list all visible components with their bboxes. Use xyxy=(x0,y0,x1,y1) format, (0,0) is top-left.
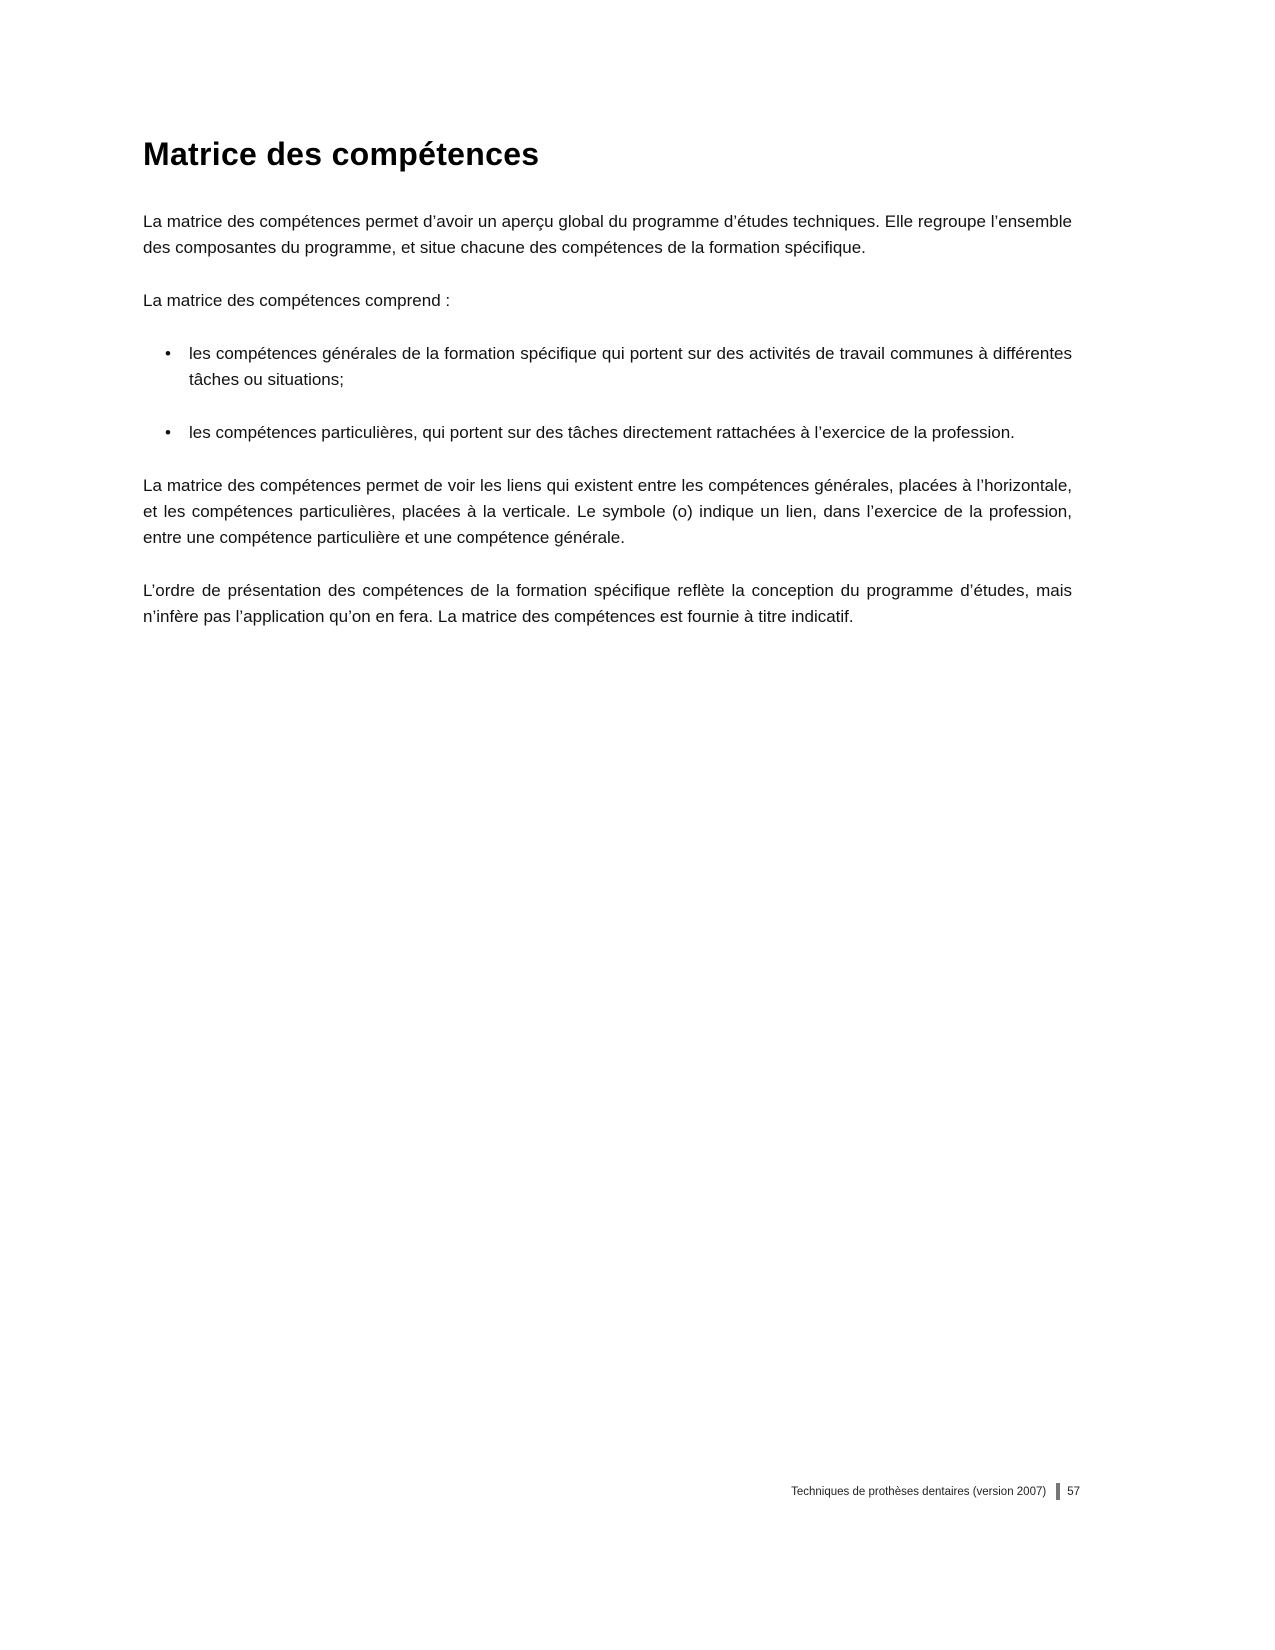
bullet-icon: • xyxy=(165,344,171,363)
page-number: 57 xyxy=(1067,1485,1080,1498)
page-footer xyxy=(143,1483,1080,1500)
page-title: Matrice des compétences xyxy=(143,136,540,172)
page-content xyxy=(143,136,1072,630)
paragraph-comprend: La matrice des compétences comprend : xyxy=(143,291,451,310)
paragraph-intro: La matrice des compétences permet d’avoir un aperçu global du programme d’études techniques. Elle regroupe l’ensemble des composantes du programme, et situe chacune des compétences de la formation spécifique. xyxy=(143,212,1072,257)
bullet-text-competences-generales: les compétences générales de la formation spécifique qui portent sur des activités de travail communes à différentes tâches ou situations; xyxy=(189,344,1072,389)
bullet-text-competences-particulieres: les compétences particulières, qui portent sur des tâches directement rattachées à l’exercice de la profession. xyxy=(189,423,1015,442)
bullet-list xyxy=(143,341,1072,446)
paragraph-ordre: L’ordre de présentation des compétences de la formation spécifique reflète la conception du programme d’études, mais n’infère pas l’application qu’on en fera. La matrice des compétences est fournie à titre indicatif. xyxy=(143,581,1072,626)
bullet-icon: • xyxy=(165,423,171,442)
footer-divider xyxy=(1056,1483,1060,1500)
list-item xyxy=(165,420,1072,446)
paragraph-liens: La matrice des compétences permet de voir les liens qui existent entre les compétences générales, placées à l’horizontale, et les compétences particulières, placées à la verticale. Le symbole (o) indique un lien, dans l’exercice de la profession, entre une compétence particulière et une compétence générale. xyxy=(143,476,1072,547)
footer-title: Techniques de prothèses dentaires (version 2007) xyxy=(791,1485,1047,1498)
list-item xyxy=(165,341,1072,393)
